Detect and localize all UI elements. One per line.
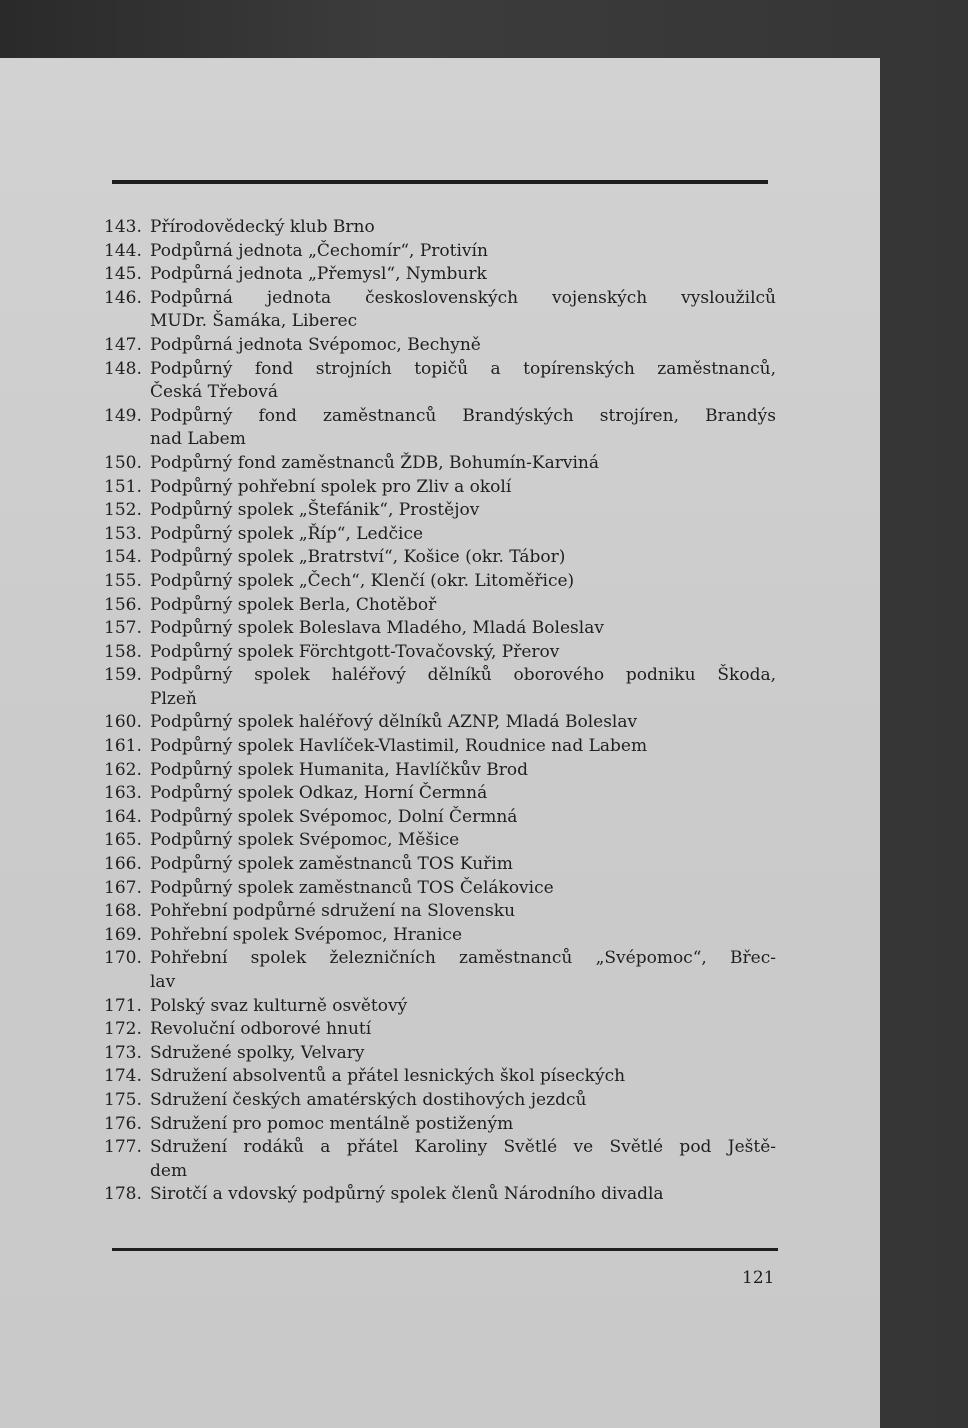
entry-number: 143. — [104, 217, 142, 237]
entry-number: 155. — [104, 570, 142, 591]
entry-number: 176. — [104, 1113, 142, 1134]
top-rule — [112, 180, 768, 184]
entry-line: Podpůrný spolek Berla, Chotěboř — [150, 594, 437, 615]
list-item — [0, 452, 880, 476]
list-item — [0, 947, 880, 994]
entry-number: 169. — [104, 924, 142, 945]
entry-number: 168. — [104, 901, 142, 922]
entry-text — [150, 594, 776, 618]
list-item — [0, 546, 880, 570]
list-item — [0, 405, 880, 452]
entry-line: Podpůrná jednota československých vojenských vysloužilců — [150, 287, 776, 308]
list-item — [0, 523, 880, 547]
entry-list — [0, 216, 880, 1207]
entry-number: 175. — [104, 1089, 142, 1110]
list-item — [0, 1065, 880, 1089]
entry-text — [150, 617, 776, 641]
entry-number: 163. — [104, 783, 142, 804]
list-item — [0, 735, 880, 759]
entry-text — [150, 947, 776, 994]
list-item — [0, 900, 880, 924]
list-item — [0, 1089, 880, 1113]
entry-text — [150, 570, 776, 594]
page-number: 121 — [742, 1268, 775, 1288]
entry-text — [150, 1136, 776, 1183]
entry-number: 167. — [104, 877, 142, 898]
entry-line: Podpůrný pohřební spolek pro Zliv a okolí — [150, 476, 512, 497]
list-item — [0, 1113, 880, 1137]
entry-line: Podpůrný fond zaměstnanců Brandýských strojíren, Brandýs — [150, 405, 776, 426]
entry-text — [150, 829, 776, 853]
entry-text — [150, 664, 776, 711]
entry-line: Podpůrný spolek haléřový dělníků AZNP, Mladá Boleslav — [150, 712, 638, 733]
entry-text — [150, 924, 776, 948]
entry-line: Podpůrná jednota „Přemysl“, Nymburk — [150, 264, 487, 285]
list-item — [0, 782, 880, 806]
entry-line: Plzeň — [150, 688, 197, 709]
list-item — [0, 759, 880, 783]
book-page — [0, 58, 880, 1428]
entry-number: 153. — [104, 523, 142, 544]
entry-line: Sdružení absolventů a přátel lesnických škol píseckých — [150, 1066, 626, 1087]
entry-line: Podpůrný spolek Havlíček-Vlastimil, Roudnice nad Labem — [150, 736, 648, 757]
entry-number: 158. — [104, 641, 142, 662]
entry-number: 166. — [104, 854, 142, 875]
entry-line: Sdružené spolky, Velvary — [150, 1042, 365, 1063]
entry-text — [150, 287, 776, 334]
entry-text — [150, 877, 776, 901]
entry-number: 156. — [104, 594, 142, 615]
entry-text — [150, 711, 776, 735]
list-item — [0, 877, 880, 901]
entry-number: 178. — [104, 1184, 142, 1205]
entry-text — [150, 782, 776, 806]
entry-line: Podpůrná jednota „Čechomír“, Protivín — [150, 240, 488, 261]
entry-line: Podpůrný spolek „Štefánik“, Prostějov — [150, 500, 480, 521]
entry-number: 162. — [104, 759, 142, 780]
entry-line: Podpůrný spolek haléřový dělníků oborového podniku Škoda, — [150, 665, 776, 686]
entry-line: Podpůrný spolek zaměstnanců TOS Kuřim — [150, 854, 513, 875]
entry-text — [150, 1065, 776, 1089]
entry-text — [150, 358, 776, 405]
entry-number: 171. — [104, 995, 142, 1016]
entry-text — [150, 546, 776, 570]
entry-line: Revoluční odborové hnutí — [150, 1019, 372, 1040]
entry-line: Sdružení českých amatérských dostihových jezdců — [150, 1089, 587, 1110]
entry-text — [150, 995, 776, 1019]
list-item — [0, 570, 880, 594]
entry-text — [150, 1089, 776, 1113]
entry-line: Podpůrný spolek Humanita, Havlíčkův Brod — [150, 759, 528, 780]
entry-text — [150, 476, 776, 500]
list-item — [0, 476, 880, 500]
entry-number: 173. — [104, 1042, 142, 1063]
entry-text — [150, 735, 776, 759]
entry-text — [150, 853, 776, 877]
entry-line: Pohřební spolek železničních zaměstnanců „Svépomoc“, Břec- — [150, 948, 776, 969]
entry-line: Podpůrná jednota Svépomoc, Bechyně — [150, 334, 481, 355]
entry-text — [150, 452, 776, 476]
entry-number: 146. — [104, 287, 142, 308]
list-item — [0, 263, 880, 287]
list-item — [0, 1183, 880, 1207]
entry-number: 172. — [104, 1019, 142, 1040]
entry-number: 144. — [104, 240, 142, 261]
list-item — [0, 240, 880, 264]
entry-line: dem — [150, 1160, 188, 1181]
entry-number: 157. — [104, 618, 142, 639]
entry-line: Podpůrný fond zaměstnanců ŽDB, Bohumín-Karviná — [150, 452, 599, 473]
entry-number: 164. — [104, 806, 142, 827]
entry-text — [150, 1113, 776, 1137]
list-item — [0, 1018, 880, 1042]
entry-number: 177. — [104, 1137, 142, 1158]
list-item — [0, 995, 880, 1019]
entry-line: Podpůrný spolek Svépomoc, Měšice — [150, 830, 460, 851]
list-item — [0, 711, 880, 735]
entry-line: Podpůrný fond strojních topičů a topírenských zaměstnanců, — [150, 358, 776, 379]
entry-line: Podpůrný spolek zaměstnanců TOS Čelákovice — [150, 877, 554, 898]
list-item — [0, 216, 880, 240]
entry-line: Česká Třebová — [150, 382, 279, 403]
entry-number: 151. — [104, 476, 142, 497]
list-item — [0, 287, 880, 334]
entry-number: 149. — [104, 405, 142, 426]
entry-line: Polský svaz kulturně osvětový — [150, 995, 408, 1016]
entry-number: 174. — [104, 1066, 142, 1087]
entry-text — [150, 334, 776, 358]
list-item — [0, 924, 880, 948]
list-item — [0, 806, 880, 830]
entry-text — [150, 523, 776, 547]
bottom-rule — [112, 1248, 778, 1251]
list-item — [0, 853, 880, 877]
entry-line: Podpůrný spolek Svépomoc, Dolní Čermná — [150, 806, 518, 827]
entry-number: 160. — [104, 712, 142, 733]
entry-line: Pohřební podpůrné sdružení na Slovensku — [150, 901, 516, 922]
list-item — [0, 334, 880, 358]
entry-text — [150, 641, 776, 665]
entry-text — [150, 759, 776, 783]
entry-line: Sirotčí a vdovský podpůrný spolek členů Národního divadla — [150, 1184, 664, 1205]
entry-number: 147. — [104, 334, 142, 355]
entry-text — [150, 240, 776, 264]
entry-line: Podpůrný spolek „Čech“, Klenčí (okr. Litoměřice) — [150, 570, 575, 591]
entry-line: lav — [150, 972, 176, 992]
entry-line: Podpůrný spolek Boleslava Mladého, Mladá Boleslav — [150, 618, 604, 639]
entry-text — [150, 499, 776, 523]
list-item — [0, 829, 880, 853]
list-item — [0, 617, 880, 641]
entry-line: Pohřební spolek Svépomoc, Hranice — [150, 924, 463, 945]
entry-line: MUDr. Šamáka, Liberec — [150, 311, 358, 332]
entry-number: 152. — [104, 500, 142, 521]
entry-line: Přírodovědecký klub Brno — [150, 217, 375, 237]
entry-line: Podpůrný spolek „Říp“, Ledčice — [150, 523, 424, 544]
entry-number: 150. — [104, 452, 142, 473]
list-item — [0, 499, 880, 523]
entry-line: Sdružení pro pomoc mentálně postiženým — [150, 1113, 514, 1134]
list-item — [0, 358, 880, 405]
entry-number: 154. — [104, 547, 142, 568]
list-item — [0, 594, 880, 618]
list-item — [0, 1042, 880, 1066]
entry-text — [150, 216, 776, 240]
entry-text — [150, 405, 776, 452]
entry-line: Sdružení rodáků a přátel Karoliny Světlé ve Světlé pod Ještě- — [150, 1137, 776, 1158]
entry-line: nad Labem — [150, 429, 246, 450]
list-item — [0, 641, 880, 665]
entry-number: 170. — [104, 948, 142, 969]
entry-line: Podpůrný spolek Förchtgott-Tovačovský, Přerov — [150, 641, 560, 662]
entry-number: 148. — [104, 358, 142, 379]
entry-text — [150, 263, 776, 287]
entry-text — [150, 1018, 776, 1042]
entry-text — [150, 1183, 776, 1207]
entry-line: Podpůrný spolek „Bratrství“, Košice (okr. Tábor) — [150, 547, 566, 568]
entry-number: 165. — [104, 830, 142, 851]
list-item — [0, 664, 880, 711]
entry-number: 161. — [104, 736, 142, 757]
entry-text — [150, 806, 776, 830]
entry-text — [150, 1042, 776, 1066]
entry-line: Podpůrný spolek Odkaz, Horní Čermná — [150, 783, 488, 804]
entry-number: 159. — [104, 665, 142, 686]
entry-number: 145. — [104, 264, 142, 285]
list-item — [0, 1136, 880, 1183]
entry-text — [150, 900, 776, 924]
